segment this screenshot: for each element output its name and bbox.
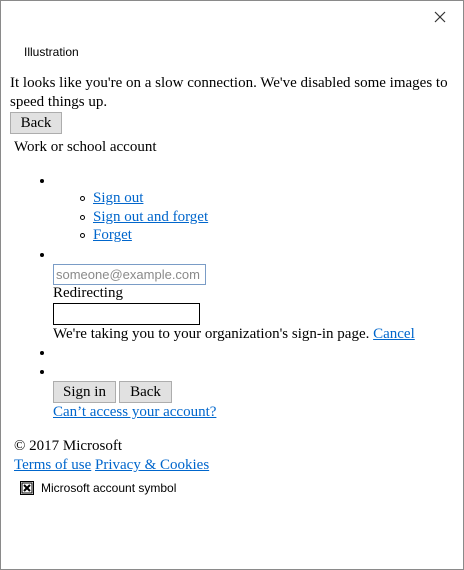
cancel-link[interactable]: Cancel [373,326,415,342]
microsoft-account-symbol-alt-text: Microsoft account symbol [41,481,177,495]
list-bullet [40,253,44,257]
close-icon [429,6,451,28]
list-bullet [40,370,44,374]
illustration-alt-text: Illustration [24,45,79,59]
list-circle [80,196,85,201]
privacy-cookies-link[interactable]: Privacy & Cookies [95,457,210,473]
redirect-message-line [53,326,415,343]
close-button[interactable] [429,6,451,28]
footer-links [14,457,209,474]
forget-link[interactable]: Forget [93,227,132,243]
list-bullet [40,179,44,183]
account-type-label: Work or school account [14,139,157,155]
sign-out-and-forget-link[interactable]: Sign out and forget [93,209,209,225]
terms-of-use-link[interactable]: Terms of use [14,457,92,473]
broken-image-icon [20,481,34,495]
redirect-message: We're taking you to your organization's sign-in page. [53,326,370,342]
email-input[interactable] [53,264,206,285]
redirect-field[interactable] [53,303,200,325]
copyright-text: © 2017 Microsoft [14,438,123,454]
slow-connection-message: It looks like you're on a slow connection. We've disabled some images to speed things up. [10,75,448,110]
list-circle [80,233,85,238]
list-bullet [40,351,44,355]
list-circle [80,215,85,220]
sign-in-button[interactable]: Sign in [53,381,116,403]
back-button[interactable]: Back [119,381,172,403]
redirecting-label: Redirecting [53,285,123,301]
slow-connection-back-button[interactable]: Back [10,112,62,134]
cant-access-account-link[interactable]: Can’t access your account? [53,404,217,420]
sign-out-link[interactable]: Sign out [93,190,144,206]
